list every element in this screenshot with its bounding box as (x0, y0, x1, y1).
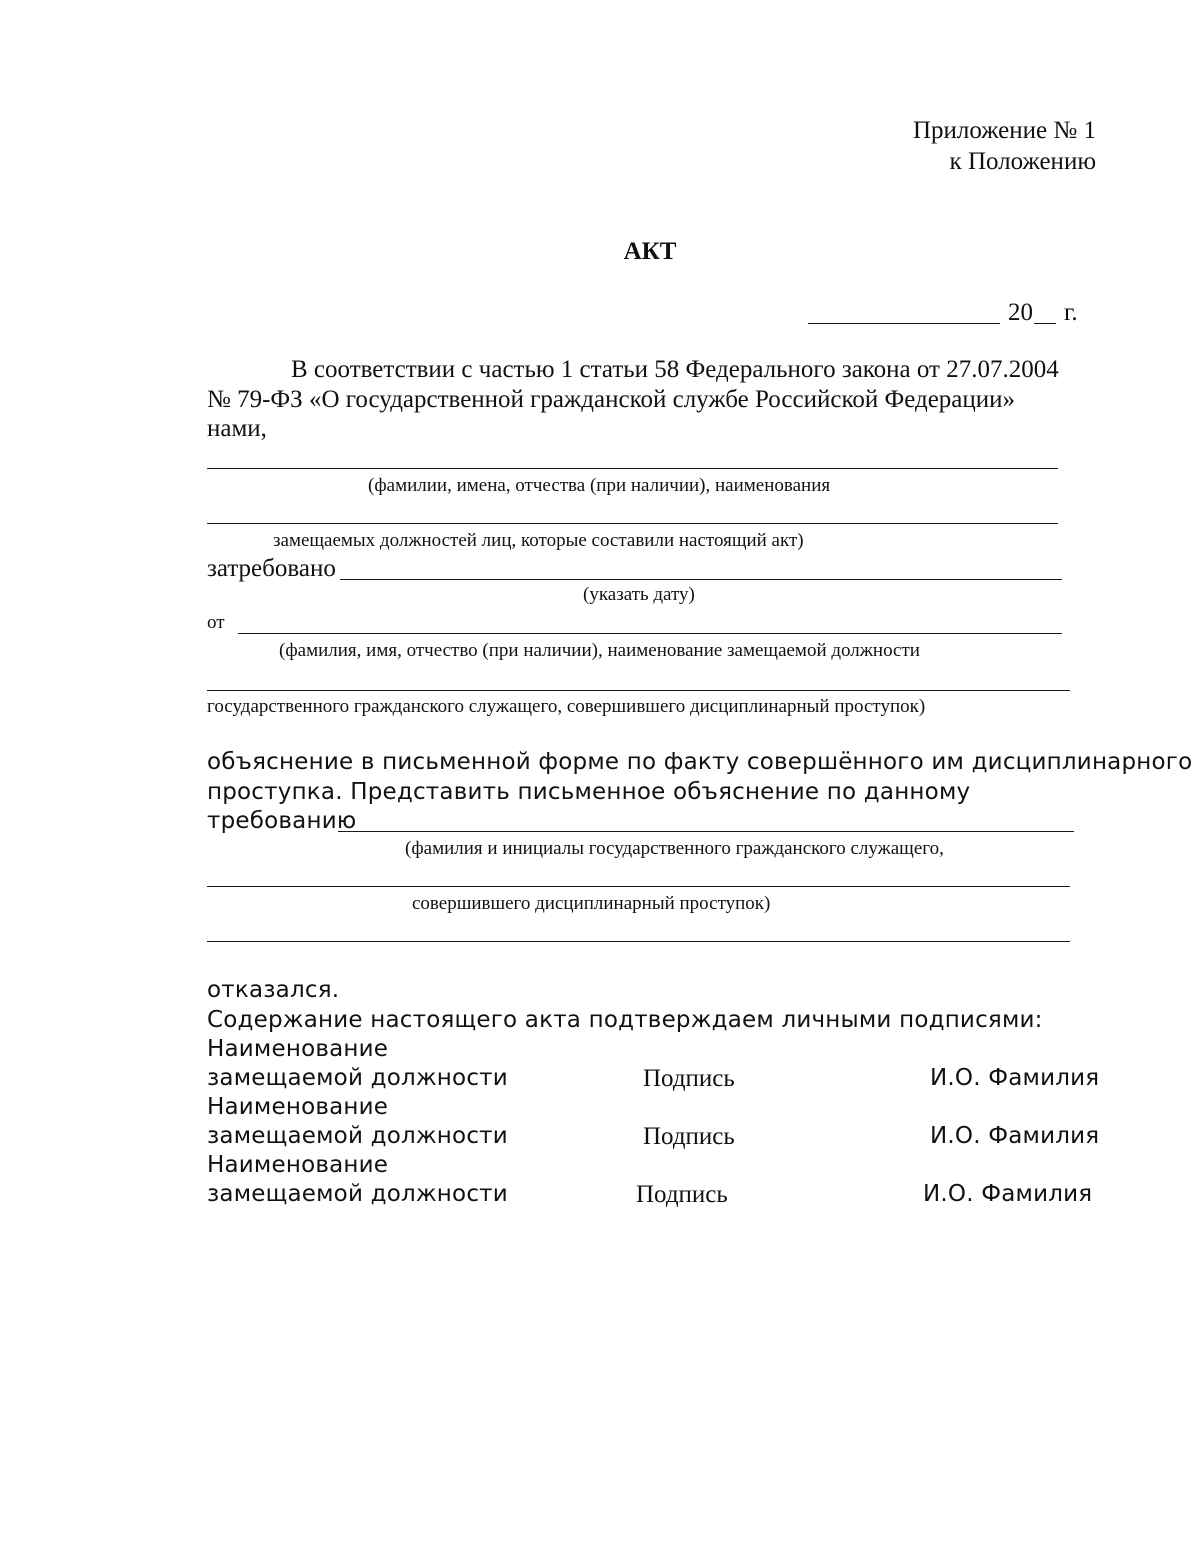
date-year-suffix: г. (1064, 299, 1078, 326)
initials-blank-line-3 (207, 941, 1070, 942)
requested-label: затребовано (207, 555, 336, 582)
explanation-line-2: проступка. Представить письменное объяснение по данному (207, 779, 971, 805)
signature-position-label: Наименование (207, 1152, 389, 1178)
servant-blank-line-2 (207, 690, 1070, 691)
hint-initials-2: совершившего дисциплинарный проступок) (412, 893, 771, 914)
hint-compilers-2: замещаемых должностей лиц, которые составили настоящий акт) (273, 530, 804, 551)
initials-blank-line-1 (338, 831, 1074, 832)
document-title: АКТ (623, 238, 677, 265)
hint-servant-2: государственного гражданского служащего, совершившего дисциплинарный проступок) (207, 696, 926, 717)
signature-label: Подпись (636, 1181, 728, 1208)
compilers-blank-line-1 (207, 468, 1058, 469)
explanation-line-1: объяснение в письменной форме по факту совершённого им дисциплинарного (207, 749, 1193, 775)
signature-position-label: замещаемой должности (207, 1181, 508, 1207)
annex-line-1: Приложение № 1 (912, 117, 1096, 144)
signature-name: И.О. Фамилия (923, 1181, 1093, 1207)
signature-name: И.О. Фамилия (930, 1123, 1100, 1149)
refused-text: отказался. (207, 977, 340, 1003)
signature-position-label: Наименование (207, 1094, 389, 1120)
from-label: от (207, 612, 225, 633)
servant-blank-line-1 (238, 633, 1062, 634)
hint-date: (указать дату) (583, 584, 695, 605)
signature-label: Подпись (643, 1123, 735, 1150)
signature-position-label: замещаемой должности (207, 1065, 508, 1091)
confirm-text: Содержание настоящего акта подтверждаем личными подписями: (207, 1007, 1043, 1033)
signature-label: Подпись (643, 1065, 735, 1092)
intro-line-1: В соответствии с частью 1 статьи 58 Федерального закона от 27.07.2004 (291, 356, 1059, 383)
intro-line-3: нами, (207, 415, 267, 442)
date-year-prefix: 20 (1008, 299, 1033, 326)
date-blank-line (808, 323, 1000, 324)
compilers-blank-line-2 (207, 523, 1058, 524)
hint-compilers-1: (фамилии, имена, отчества (при наличии), наименования (368, 475, 831, 496)
explanation-line-3: требованию (207, 808, 357, 834)
intro-line-2: № 79-ФЗ «О государственной гражданской службе Российской Федерации» (207, 386, 1016, 413)
initials-blank-line-2 (207, 886, 1070, 887)
signature-position-label: Наименование (207, 1036, 389, 1062)
hint-initials-1: (фамилия и инициалы государственного гражданского служащего, (405, 838, 944, 859)
hint-servant-1: (фамилия, имя, отчество (при наличии), наименование замещаемой должности (279, 640, 920, 661)
requested-date-blank-line (340, 579, 1062, 580)
signature-name: И.О. Фамилия (930, 1065, 1100, 1091)
annex-line-2: к Положению (949, 148, 1096, 175)
signature-position-label: замещаемой должности (207, 1123, 508, 1149)
year-blank-line (1034, 323, 1056, 324)
